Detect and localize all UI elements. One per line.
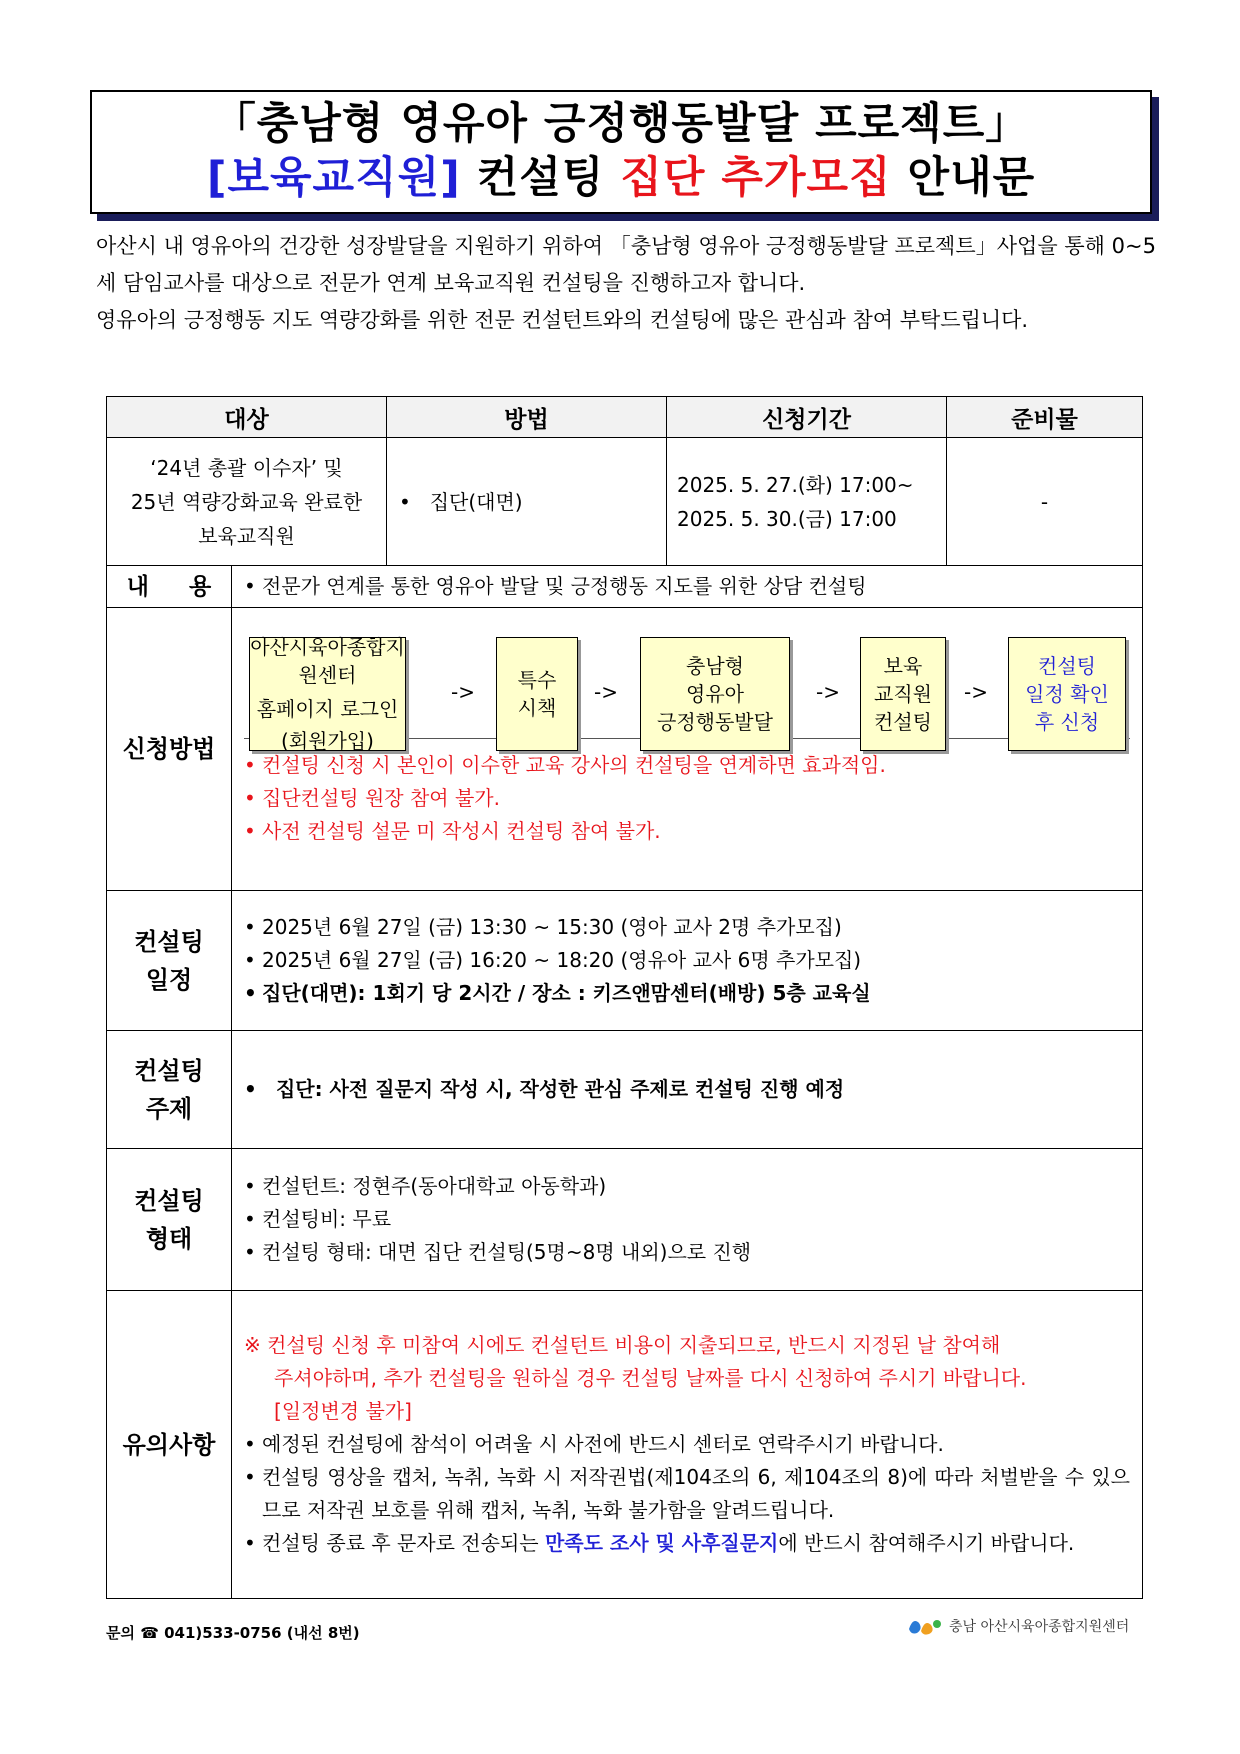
apply-notes [232, 749, 1142, 848]
form-text: 컨설턴트: 정현주(동아대학교 아동학과) [262, 1174, 607, 1198]
form-cell [232, 1149, 1143, 1291]
apply-note: • 집단컨설팅 원장 참여 불가. [244, 786, 500, 810]
title-consulting: 컨설팅 [460, 153, 621, 203]
apply-note-text: 컨설팅 신청 시 본인이 이수한 교육 강사의 컨설팅을 연계하면 효과적임. [262, 753, 886, 777]
flow-text: 일정 확인 [1025, 682, 1109, 706]
caution-text: 에 반드시 참여해주시기 바랍니다. [778, 1531, 1075, 1555]
caution-cell [232, 1291, 1143, 1599]
period-start: 2025. 5. 27.(화) 17:00~ [677, 472, 914, 497]
flow-text: 보육 [883, 654, 923, 678]
flow-step-apply [1008, 637, 1126, 751]
caution-item: • 예정된 컨설팅에 참석이 어려울 시 사전에 반드시 센터로 연락주시기 바랍니다. [244, 1432, 944, 1456]
schedule-text: 2025년 6월 27일 (금) 13:30 ~ 15:30 (영아 교사 2명 추가모집) [262, 915, 842, 939]
caution-warning-line: [일정변경 불가] [274, 1399, 412, 1423]
caution-label: 유의사항 [107, 1291, 232, 1599]
schedule-cell [232, 891, 1143, 1031]
schedule-item: • 2025년 6월 27일 (금) 13:30 ~ 15:30 (영아 교사 2명 추가모집) [244, 915, 842, 939]
form-item: • 컨설팅 형태: 대면 집단 컨설팅(5명~8명 내외)으로 진행 [244, 1240, 752, 1264]
period-cell [667, 438, 947, 566]
flow-step-login [249, 637, 406, 751]
form-item: • 컨설턴트: 정현주(동아대학교 아동학과) [244, 1174, 607, 1198]
label-line: 컨설팅 [134, 1056, 204, 1085]
bullet: • [244, 574, 256, 598]
apply-label: 신청방법 [107, 608, 232, 891]
title-highlight: 집단 추가모집 [620, 153, 892, 203]
bullet: • [399, 489, 411, 514]
content-label: 내 용 [107, 566, 232, 608]
form-text: 컨설팅비: 무료 [262, 1207, 392, 1231]
target-line: 25년 역량강화교육 완료한 [130, 489, 363, 514]
org-logo-icon [905, 1615, 943, 1637]
title-notice: 안내문 [891, 153, 1036, 203]
target-line: 보육교직원 [198, 523, 295, 548]
materials-cell: - [947, 438, 1143, 566]
flow-arrow: -> [451, 680, 475, 704]
topic-label [107, 1031, 232, 1149]
flow-text: 교직원 [874, 682, 932, 706]
flow-step-project [640, 637, 790, 751]
caution-text: 컨설팅 종료 후 문자로 전송되는 [262, 1531, 545, 1555]
flow-text: 후 신청 [1034, 710, 1100, 734]
method-value: 집단(대면) [429, 489, 523, 514]
flow-text: 컨설팅 [874, 710, 932, 734]
flow-text: 영유아 [686, 682, 744, 706]
intro [96, 228, 1156, 339]
header-period: 신청기간 [667, 397, 947, 438]
info-table [106, 396, 1143, 1599]
caution-text: 예정된 컨설팅에 참석이 어려울 시 사전에 반드시 센터로 연락주시기 바랍니다. [262, 1432, 944, 1456]
apply-note: • 컨설팅 신청 시 본인이 이수한 교육 강사의 컨설팅을 연계하면 효과적임. [244, 753, 886, 777]
target-cell [107, 438, 387, 566]
flow-text: 특수 [517, 668, 557, 692]
label-line: 일정 [145, 965, 193, 994]
flow-step-special [496, 637, 578, 751]
form-item: • 컨설팅비: 무료 [244, 1207, 392, 1231]
intro-paragraph-1: 아산시 내 영유아의 건강한 성장발달을 지원하기 위하여 「충남형 영유아 긍정행동발달 프로젝트」사업을 통해 0~5세 담임교사를 대상으로 전문가 연계 보육교직원 컨설팅을 진행하고자 합니다. [96, 234, 1156, 295]
flow-text: 아산시육아종합지 [250, 635, 405, 659]
title-line1: 「충남형 영유아 긍정행동발달 프로젝트」 [212, 99, 1030, 149]
topic-text: 집단: 사전 질문지 작성 시, 작성한 관심 주제로 컨설팅 진행 예정 [275, 1077, 845, 1101]
flow-text: 컨설팅 [1038, 654, 1096, 678]
apply-flow [244, 608, 1130, 753]
intro-paragraph-2: 영유아의 긍정행동 지도 역량강화를 위한 전문 컨설턴트와의 컨설팅에 많은 관심과 참여 부탁드립니다. [96, 308, 1029, 332]
label-line: 컨설팅 [134, 927, 204, 956]
flow-step-consulting [860, 637, 946, 751]
caution-text: 컨설팅 영상을 캡처, 녹취, 녹화 시 저작권법(제104조의 6, 제104조의 8)에 따라 처벌받을 수 있으므로 저작권 보호를 위해 캡처, 녹취, 녹화 불가함을 알려드립니다. [262, 1465, 1130, 1522]
caution-warning [232, 1329, 1142, 1428]
flow-text: 긍정행동발달 [657, 710, 773, 734]
flow-text: (회원가입) [281, 729, 374, 753]
caution-warning-line: 주셔야하며, 추가 컨설팅을 원하실 경우 컨설팅 날짜를 다시 신청하여 주시기 바랍니다. [274, 1366, 1027, 1390]
apply-note-text: 사전 컨설팅 설문 미 작성시 컨설팅 참여 불가. [262, 819, 661, 843]
org-name: 충남 아산시육아종합지원센터 [949, 1619, 1130, 1635]
title-box [90, 90, 1152, 214]
form-label [107, 1149, 232, 1291]
form-text: 컨설팅 형태: 대면 집단 컨설팅(5명~8명 내외)으로 진행 [262, 1240, 752, 1264]
title-target: [보육교직원] [206, 153, 461, 203]
label-line: 컨설팅 [134, 1186, 204, 1215]
caution-survey-highlight: 만족도 조사 및 사후질문지 [544, 1531, 779, 1555]
schedule-label [107, 891, 232, 1031]
caution-item: • 컨설팅 영상을 캡처, 녹취, 녹화 시 저작권법(제104조의 6, 제104조의 8)에 따라 처벌받을 수 있으므로 저작권 보호를 위해 캡처, 녹취, 녹화 불가함을 알려드립니다. [244, 1465, 1130, 1522]
method-cell [387, 438, 667, 566]
flow-arrow: -> [816, 680, 840, 704]
label-line: 형태 [145, 1224, 193, 1253]
apply-note: • 사전 컨설팅 설문 미 작성시 컨설팅 참여 불가. [244, 819, 661, 843]
caution-warning-line: ※ 컨설팅 신청 후 미참여 시에도 컨설턴트 비용이 지출되므로, 반드시 지정된 날 참여해 [244, 1333, 1001, 1357]
schedule-text: 2025년 6월 27일 (금) 16:20 ~ 18:20 (영유아 교사 6명 추가모집) [262, 948, 862, 972]
apply-note-text: 집단컨설팅 원장 참여 불가. [262, 786, 500, 810]
header-method: 방법 [387, 397, 667, 438]
flow-arrow: -> [964, 680, 988, 704]
apply-cell [232, 608, 1143, 891]
schedule-item: • 집단(대면): 1회기 당 2시간 / 장소 : 키즈앤맘센터(배방) 5층 교육실 [244, 981, 871, 1005]
label-line: 주제 [145, 1094, 193, 1123]
content-cell [232, 566, 1143, 608]
org-logo-block [905, 1615, 1129, 1637]
flow-text: 충남형 [686, 654, 744, 678]
target-line: ‘24년 총괄 이수자’ 및 [150, 455, 343, 480]
flow-text: 홈페이지 로그인 [256, 697, 399, 721]
caution-item: • 컨설팅 종료 후 문자로 전송되는 만족도 조사 및 사후질문지에 반드시 참여해주시기 바랍니다. [244, 1531, 1075, 1555]
content-text: 전문가 연계를 통한 영유아 발달 및 긍정행동 지도를 위한 상담 컨설팅 [262, 574, 867, 598]
flow-text: 원센터 [298, 663, 357, 687]
topic-cell: • 집단: 사전 질문지 작성 시, 작성한 관심 주제로 컨설팅 진행 예정 [232, 1031, 1143, 1149]
title-line2 [92, 150, 1150, 206]
period-end: 2025. 5. 30.(금) 17:00 [677, 506, 897, 531]
schedule-text: 집단(대면): 1회기 당 2시간 / 장소 : 키즈앤맘센터(배방) 5층 교육실 [262, 981, 871, 1005]
schedule-item: • 2025년 6월 27일 (금) 16:20 ~ 18:20 (영유아 교사 6명 추가모집) [244, 948, 862, 972]
header-materials: 준비물 [947, 397, 1143, 438]
contact-info: 문의 ☎ 041)533-0756 (내선 8번) [106, 1624, 360, 1642]
flow-arrow: -> [594, 680, 618, 704]
header-target: 대상 [107, 397, 387, 438]
flow-text: 시책 [517, 696, 557, 720]
